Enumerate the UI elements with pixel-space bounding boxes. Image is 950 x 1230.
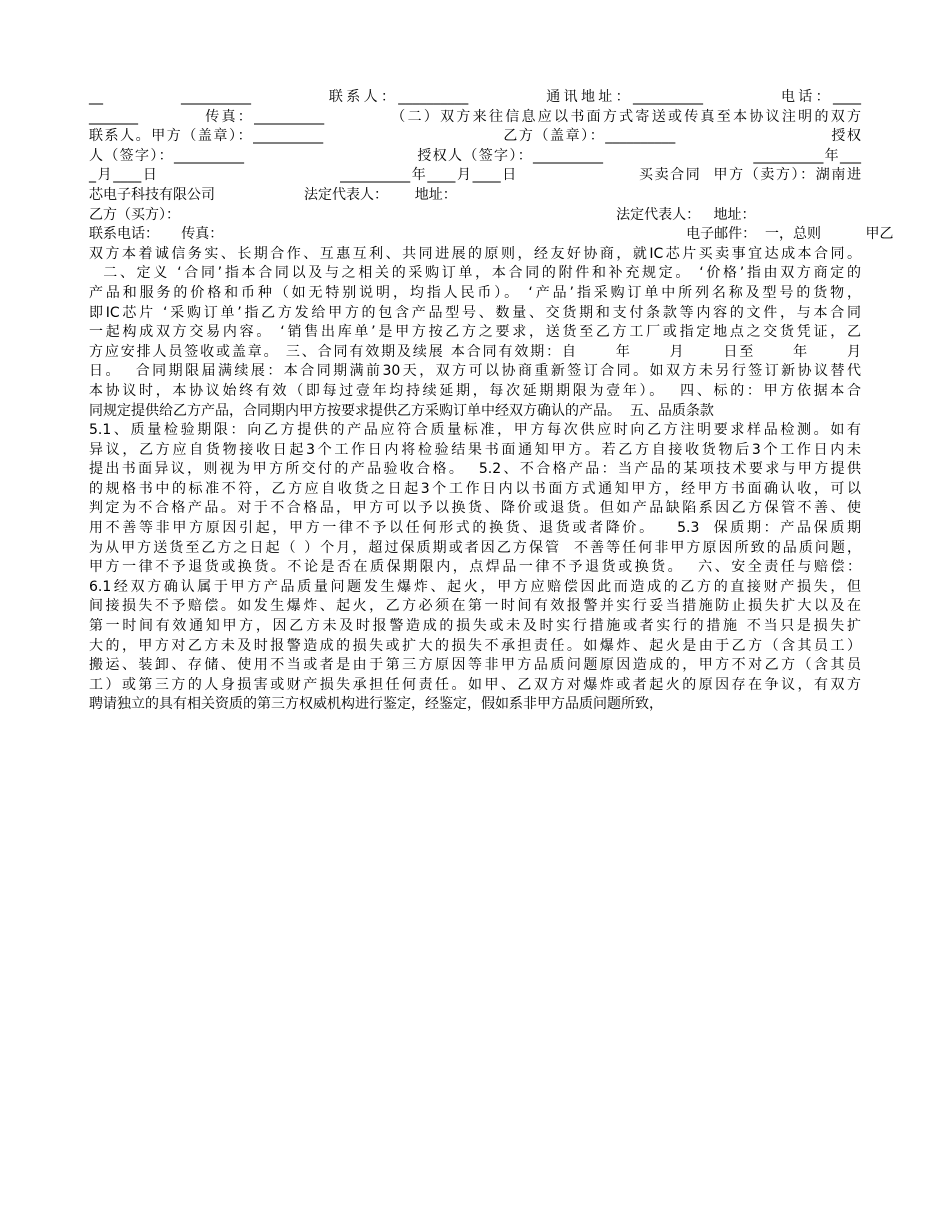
text-line: 联系人。甲方（盖章）：__________ 乙方（盖章）：__________ 授权: [89, 128, 861, 145]
text-line: 判定为不合格产品。对于不合格品，甲方可以予以换货、降价或退货。但如产品缺陷系因乙方保管不善、使: [89, 500, 861, 517]
text-line: 联系电话： 传真： 电子邮件： 一，总则 甲乙: [89, 226, 894, 243]
text-line: 甲方一律不予退货或换货。不论是否在质保期限内，点焊品一律不予退货或换货。 六、安全责任与赔偿：: [89, 559, 861, 576]
text-line: 芯电子科技有限公司 法定代表人： 地址：: [89, 186, 457, 203]
text-line: 同规定提供给乙方产品，合同期内甲方按要求提供乙方采购订单中经双方确认的产品。 五、品质条款: [89, 402, 714, 419]
text-line: 异议，乙方应自货物接收日起3个工作日内将检验结果书面通知甲方。若乙方自接收货物后3个工作日内未: [89, 441, 861, 458]
text-line: 乙方（买方）： 法定代表人： 地址：: [89, 206, 756, 223]
text-line: 日。 合同期限届满续展：本合同期满前30天，双方可以协商重新签订合同。如双方未另行签订新协议替代: [89, 363, 861, 380]
text-line: 搬运、装卸、存储、使用不当或者是由于第三方原因等非甲方品质问题原因造成的，甲方不对乙方（含其员: [89, 657, 861, 674]
text-line: 本协议时，本协议始终有效（即每过壹年均持续延期，每次延期期限为壹年）。 四、标的：甲方依据本合: [89, 382, 861, 399]
text-line: 产品和服务的价格和币种（如无特别说明，均指人民币）。 ‘产品’指采购订单中所列名称及型号的货物，: [89, 284, 861, 301]
text-line: 双方本着诚信务实、长期合作、互惠互利、共同进展的原则，经友好协商，就IC芯片买卖事宜达成本合同。: [89, 245, 861, 262]
text-line: 二、定义 ‘合同’指本合同以及与之相关的采购订单，本合同的附件和补充规定。 ‘价格’指由双方商定的: [89, 265, 861, 282]
text-line: __ __________ 联系人：__________ 通讯地址：__________ 电话：____: [89, 89, 861, 105]
text-line: 一起构成双方交易内容。 ‘销售出库单’是甲方按乙方之要求，送货至乙方工厂或指定地点之交货凭证，乙: [89, 324, 861, 341]
text-line: 用不善等非甲方原因引起，甲方一律不予以任何形式的换货、退货或者降价。 5.3 保质期：产品保质期: [89, 520, 861, 537]
text-line: 第一时间有效通知甲方，因乙方未及时报警造成的损失或未及时实行措施或者实行的措施 不当只是损失扩: [89, 618, 861, 635]
text-line: 间接损失不予赔偿。如发生爆炸、起火，乙方必须在第一时间有效报警并实行妥当措施防止损失扩大以及在: [89, 598, 861, 615]
text-line: 的规格书中的标准不符，乙方应自收货之日起3个工作日内以书面方式通知甲方，经甲方书面确认收，可以: [89, 480, 861, 497]
text-line: 方应安排人员签收或盖章。 三、合同有效期及续展 本合同有效期：自 年 月 日至 年 月: [89, 343, 861, 360]
text-line: 6.1经双方确认属于甲方产品质量问题发生爆炸、起火，甲方应赔偿因此而造成的乙方的直接财产损失，但: [89, 578, 861, 595]
text-line: 大的，甲方对乙方未及时报警造成的损失或扩大的损失不承担责任。如爆炸、起火是由于乙方（含其员工）: [89, 637, 861, 654]
contract-document: [89, 88, 894, 715]
text-line: 工）或第三方的人身损害或财产损失承担任何责任。如甲、乙双方对爆炸或者起火的原因存在争议，有双方: [89, 676, 861, 693]
text-line: _月____日 __________年____月____日 买卖合同 甲方（卖方）：湖南进: [89, 167, 861, 184]
text-line: _______ 传真：__________ （二）双方来往信息应以书面方式寄送或传真至本协议注明的双方: [89, 108, 861, 125]
text-line: 聘请独立的具有相关资质的第三方权威机构进行鉴定，经鉴定，假如系非甲方品质问题所致，: [89, 696, 663, 713]
text-line: 人（签字）：__________ 授权人（签字）：__________ __________年___: [89, 147, 861, 164]
text-line: 提出书面异议，则视为甲方所交付的产品验收合格。 5.2、不合格产品：当产品的某项技术要求与甲方提供: [89, 461, 861, 478]
text-line: 为从甲方送货至乙方之日起（ ）个月，超过保质期或者因乙方保管 不善等任何非甲方原因所致的品质问题，: [89, 539, 861, 556]
text-line: 即IC芯片 ‘采购订单’指乙方发给甲方的包含产品型号、数量、交货期和支付条款等内容的文件，与本合同: [89, 304, 861, 321]
text-line: 5.1、质量检验期限：向乙方提供的产品应符合质量标准，甲方每次供应时向乙方注明要求样品检测。如有: [89, 422, 861, 439]
